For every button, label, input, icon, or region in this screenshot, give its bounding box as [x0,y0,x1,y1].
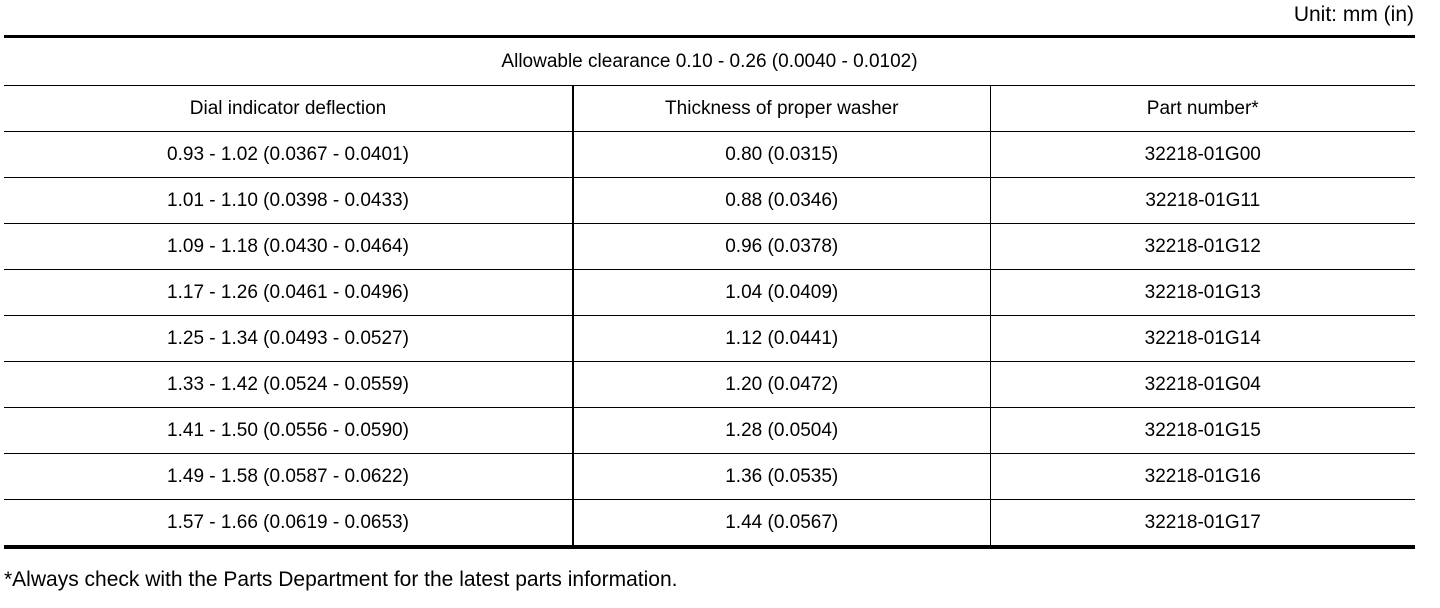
deflection-cell: 1.17 - 1.26 (0.0461 - 0.0496) [4,270,573,316]
washer-selection-table [4,35,1415,549]
washer-thickness-cell: 0.80 (0.0315) [573,132,990,178]
table-row [4,362,1415,408]
column-header-part-number: Part number* [990,86,1415,132]
unit-label: Unit: mm (in) [1293,3,1414,26]
washer-thickness-cell: 1.44 (0.0567) [573,500,990,548]
table-row [4,224,1415,270]
table-row [4,500,1415,548]
table-caption: Allowable clearance 0.10 - 0.26 (0.0040 - 0.0102) [4,37,1415,86]
part-number-cell: 32218-01G15 [990,408,1415,454]
washer-thickness-cell: 1.04 (0.0409) [573,270,990,316]
table-row [4,454,1415,500]
washer-thickness-cell: 1.20 (0.0472) [573,362,990,408]
table-row [4,316,1415,362]
deflection-cell: 1.57 - 1.66 (0.0619 - 0.0653) [4,500,573,548]
washer-thickness-cell: 0.96 (0.0378) [573,224,990,270]
part-number-cell: 32218-01G12 [990,224,1415,270]
table-row [4,408,1415,454]
part-number-cell: 32218-01G04 [990,362,1415,408]
parts-footnote: *Always check with the Parts Department for the latest parts information. [4,568,678,591]
part-number-cell: 32218-01G13 [990,270,1415,316]
deflection-cell: 1.09 - 1.18 (0.0430 - 0.0464) [4,224,573,270]
table-row [4,178,1415,224]
part-number-cell: 32218-01G16 [990,454,1415,500]
washer-thickness-cell: 1.12 (0.0441) [573,316,990,362]
table-row [4,270,1415,316]
washer-thickness-cell: 1.28 (0.0504) [573,408,990,454]
deflection-cell: 1.41 - 1.50 (0.0556 - 0.0590) [4,408,573,454]
deflection-cell: 1.33 - 1.42 (0.0524 - 0.0559) [4,362,573,408]
part-number-cell: 32218-01G14 [990,316,1415,362]
table-row [4,132,1415,178]
column-header-washer-thickness: Thickness of proper washer [573,86,990,132]
part-number-cell: 32218-01G11 [990,178,1415,224]
table-header-row [4,86,1415,132]
part-number-cell: 32218-01G17 [990,500,1415,548]
part-number-cell: 32218-01G00 [990,132,1415,178]
deflection-cell: 1.25 - 1.34 (0.0493 - 0.0527) [4,316,573,362]
column-header-dial-indicator-deflection: Dial indicator deflection [4,86,573,132]
deflection-cell: 0.93 - 1.02 (0.0367 - 0.0401) [4,132,573,178]
deflection-cell: 1.01 - 1.10 (0.0398 - 0.0433) [4,178,573,224]
washer-thickness-cell: 0.88 (0.0346) [573,178,990,224]
washer-thickness-cell: 1.36 (0.0535) [573,454,990,500]
deflection-cell: 1.49 - 1.58 (0.0587 - 0.0622) [4,454,573,500]
table-caption-row [4,37,1415,86]
